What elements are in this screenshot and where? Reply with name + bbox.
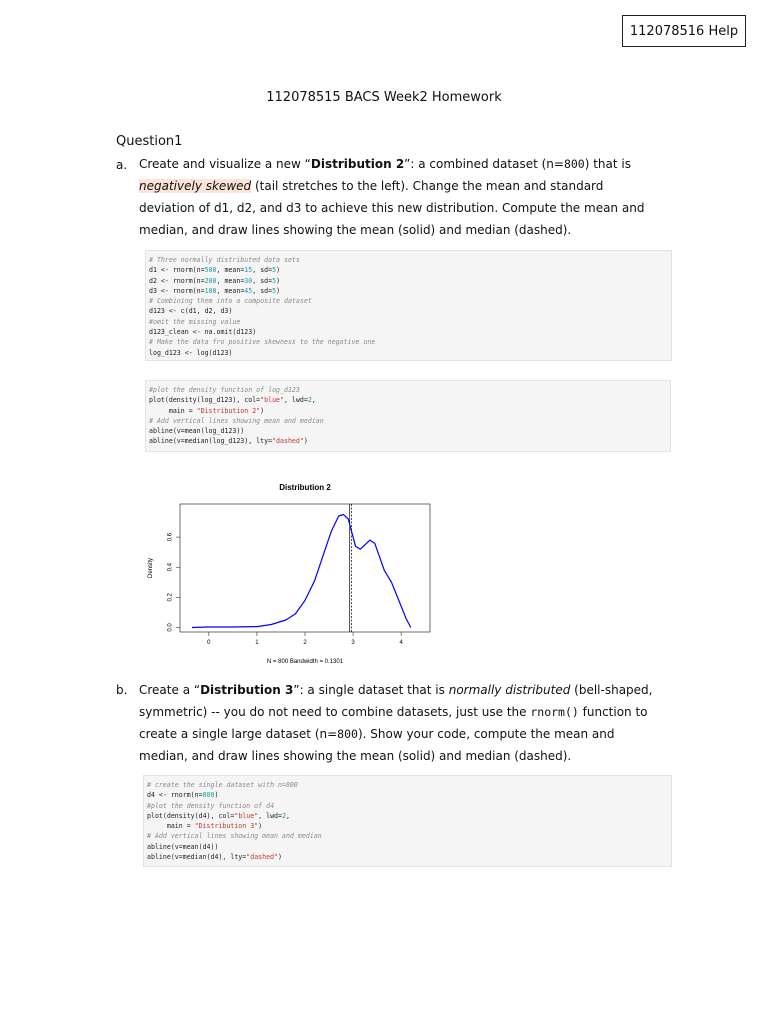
text-span: Create a “ [139, 683, 201, 697]
text-span: ) that is [584, 157, 631, 171]
text-span: ”: a single dataset that is [293, 683, 449, 697]
code-line: d2 <- rnorm(n=200, mean=30, sd=5) [149, 276, 281, 285]
code-line: d123_clean <- na.omit(d123) [149, 328, 257, 337]
text-span: Create and visualize a new “ [139, 157, 311, 171]
help-box: 112078516 Help [622, 15, 746, 47]
code-line: #omit the missing value [149, 317, 241, 326]
code-line: d1 <- rnorm(n=500, mean=15, sd=5) [149, 266, 281, 275]
code-line: main = "Distribution 3") [147, 822, 263, 831]
code-line: abline(v=median(d4), lty="dashed") [147, 853, 282, 862]
x-tick-label: 3 [351, 640, 355, 646]
code-line: # Combining them into a composite dataset [149, 297, 312, 306]
code-line: d3 <- rnorm(n=100, mean=45, sd=5) [149, 286, 281, 295]
text-span: ). Show your code, compute the mean and median, and draw lines showing the mean (solid) and median (dashed). [139, 727, 615, 763]
plot-frame [180, 504, 430, 632]
text-span: (bell-shaped, symmetric) -- you do not need to combine datasets, just use the [139, 683, 653, 719]
chart-x-label: N = 800 Bandwidth = 0.1301 [266, 659, 344, 665]
code-line: # Add vertical lines showing mean and median [147, 832, 322, 841]
x-tick-label: 4 [399, 640, 403, 646]
x-tick-label: 0 [207, 640, 211, 646]
code-line: main = "Distribution 2") [149, 406, 265, 415]
y-tick-label: 0.2 [167, 593, 174, 602]
code-line: # Make the data fro positive skewness to the negative one [149, 338, 376, 347]
list-marker-a: a. [116, 158, 128, 172]
italic-term: normally distributed [448, 683, 571, 697]
code-line: # create the single dataset with n=800 [147, 781, 298, 789]
code-line: plot(density(log_d123), col="blue", lwd=2, [149, 396, 316, 405]
code-line: log_d123 <- log(d123) [149, 348, 233, 357]
code-line: # Add vertical lines showing mean and median [149, 416, 324, 425]
text-span: (tail stretches to the left). Change the mean and standard deviation of d1, d2, and d3 to achieve this new distribution. Compute the mean and median, and draw lines showing the mean (solid) and median (dashed). [139, 179, 645, 237]
highlighted-term: negatively skewed [139, 179, 252, 193]
chart-y-label: Density [148, 557, 154, 579]
code-block-1 [145, 250, 672, 361]
text-span: function to create a single large dataset (n= [139, 705, 648, 741]
code-line: abline(v=mean(log_d123)) [149, 427, 245, 436]
density-curve [192, 515, 411, 628]
question-heading: Question1 [116, 134, 183, 149]
y-tick-label: 0.0 [167, 623, 174, 632]
code-line: d123 <- c(d1, d2, d3) [149, 307, 233, 316]
part-b-text [139, 679, 659, 767]
y-tick-label: 0.6 [167, 532, 174, 542]
code-line: # Three normally distributed data sets [149, 256, 300, 264]
code-line: #plot the density function of d4 [147, 801, 275, 810]
inline-code: 800 [337, 727, 358, 741]
density-chart [140, 478, 440, 673]
code-line: #plot the density function of log_d123 [149, 386, 300, 394]
bold-term: Distribution 2 [310, 157, 405, 171]
x-tick-label: 1 [255, 640, 259, 646]
code-line: d4 <- rnorm(n=800) [147, 791, 219, 800]
inline-code: 800 [563, 157, 585, 171]
x-tick-label: 2 [303, 640, 307, 646]
code-line: abline(v=median(log_d123), lty="dashed") [149, 437, 308, 446]
document-title: 112078515 BACS Week2 Homework [266, 90, 502, 105]
code-block-3 [143, 775, 672, 867]
list-marker-b: b. [116, 683, 128, 697]
code-line: abline(v=mean(d4)) [147, 842, 219, 851]
inline-code: rnorm() [530, 705, 579, 719]
part-a-text [139, 153, 659, 241]
code-block-2 [145, 380, 671, 452]
code-line: plot(density(d4), col="blue", lwd=2, [147, 811, 290, 820]
bold-term: Distribution 3 [200, 683, 294, 697]
text-span: ”: a combined dataset (n= [404, 157, 564, 171]
chart-title: Distribution 2 [279, 483, 331, 492]
y-tick-label: 0.4 [167, 563, 174, 572]
